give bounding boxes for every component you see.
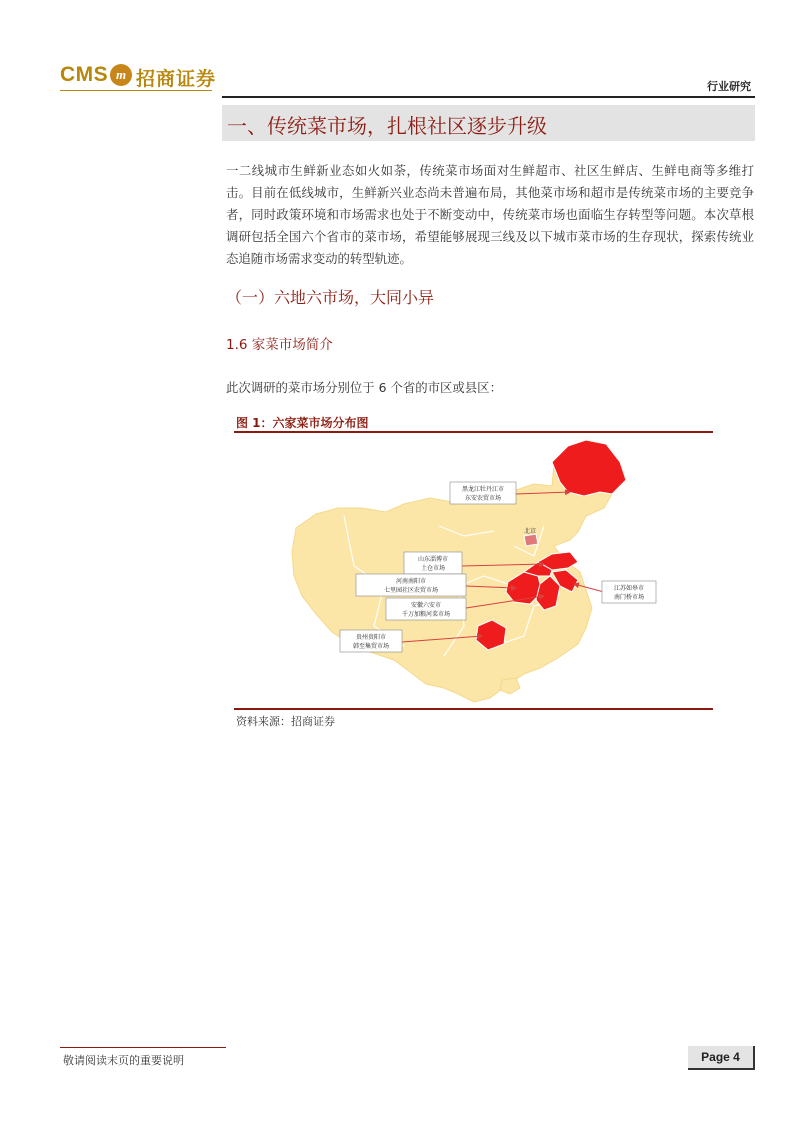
beijing-marker (524, 534, 538, 546)
hainan-island (500, 678, 520, 694)
label-jiangsu-line2: 南门桥市场 (613, 594, 645, 601)
logo-cms-text: CMS (60, 63, 109, 86)
page-number: Page 4 (688, 1046, 755, 1070)
label-heilongjiang-line1: 黑龙江牡丹江市 (461, 486, 505, 493)
figure-top-rule (234, 431, 713, 433)
beijing-label: 北京 (524, 528, 537, 535)
label-heilongjiang-line2: 东安农贸市场 (464, 495, 502, 502)
footer-notice: 敬请阅读末页的重要说明 (63, 1054, 184, 1067)
label-shandong (404, 552, 462, 574)
intro-paragraph: 一二线城市生鲜新业态如火如荼，传统菜市场面对生鲜超市、社区生鲜店、生鲜电商等多维打击。目前在低线城市，生鲜新兴业态尚未普遍布局，其他菜市场和超市是传统菜市场的主要竞争者，同时政策环境和市场需求也处于不断变动中，传统菜市场也面临生存转型等问题。本次草根调研包括全国六个省市的菜市场，希望能够展现三线及以下城市菜市场的生存现状，探索传统业态追随市场需求变动的转型轨迹。 (226, 163, 754, 266)
label-henan (356, 574, 466, 596)
section-title: 一、传统菜市场，扎根社区逐步升级 (227, 114, 547, 138)
china-market-map (234, 436, 713, 706)
figure-bottom-rule (234, 708, 713, 710)
label-guizhou-line1: 贵州贵阳市 (355, 634, 387, 641)
header-section-label: 行业研究 (707, 80, 751, 93)
figure-title: 图 1：六家菜市场分布图 (236, 416, 369, 430)
logo-chinese-name: 招商证券 (136, 68, 217, 90)
body-line: 此次调研的菜市场分别位于 6 个省的市区或县区： (226, 380, 502, 395)
label-shandong-line1: 山东淄博市 (417, 556, 449, 563)
label-henan-line2: 七里园社区农贸市场 (383, 587, 439, 594)
label-henan-line1: 河南南阳市 (395, 578, 427, 585)
header-divider (222, 96, 755, 98)
label-jiangsu (602, 581, 656, 603)
logo-emblem-icon: m (110, 64, 132, 86)
label-anhui (386, 598, 466, 620)
label-anhui-line1: 安徽六安市 (410, 602, 442, 609)
label-anhui-line2: 千万加粮河菜市场 (401, 611, 451, 618)
logo-underline (60, 90, 212, 91)
label-jiangsu-line1: 江苏如皋市 (613, 585, 645, 592)
label-guizhou-line2: 韩至集贸市场 (352, 643, 390, 650)
subsection-title: （一）六地六市场，大同小异 (226, 288, 435, 307)
footer-divider (60, 1047, 226, 1048)
label-heilongjiang (450, 482, 516, 504)
section-title-bar (222, 105, 755, 141)
figure-source: 资料来源：招商证券 (236, 715, 335, 728)
company-logo (60, 63, 230, 97)
label-guizhou (340, 630, 402, 652)
subsubsection-title: 1.6 家菜市场简介 (226, 337, 333, 353)
label-shandong-line2: 土仓市场 (420, 565, 446, 572)
